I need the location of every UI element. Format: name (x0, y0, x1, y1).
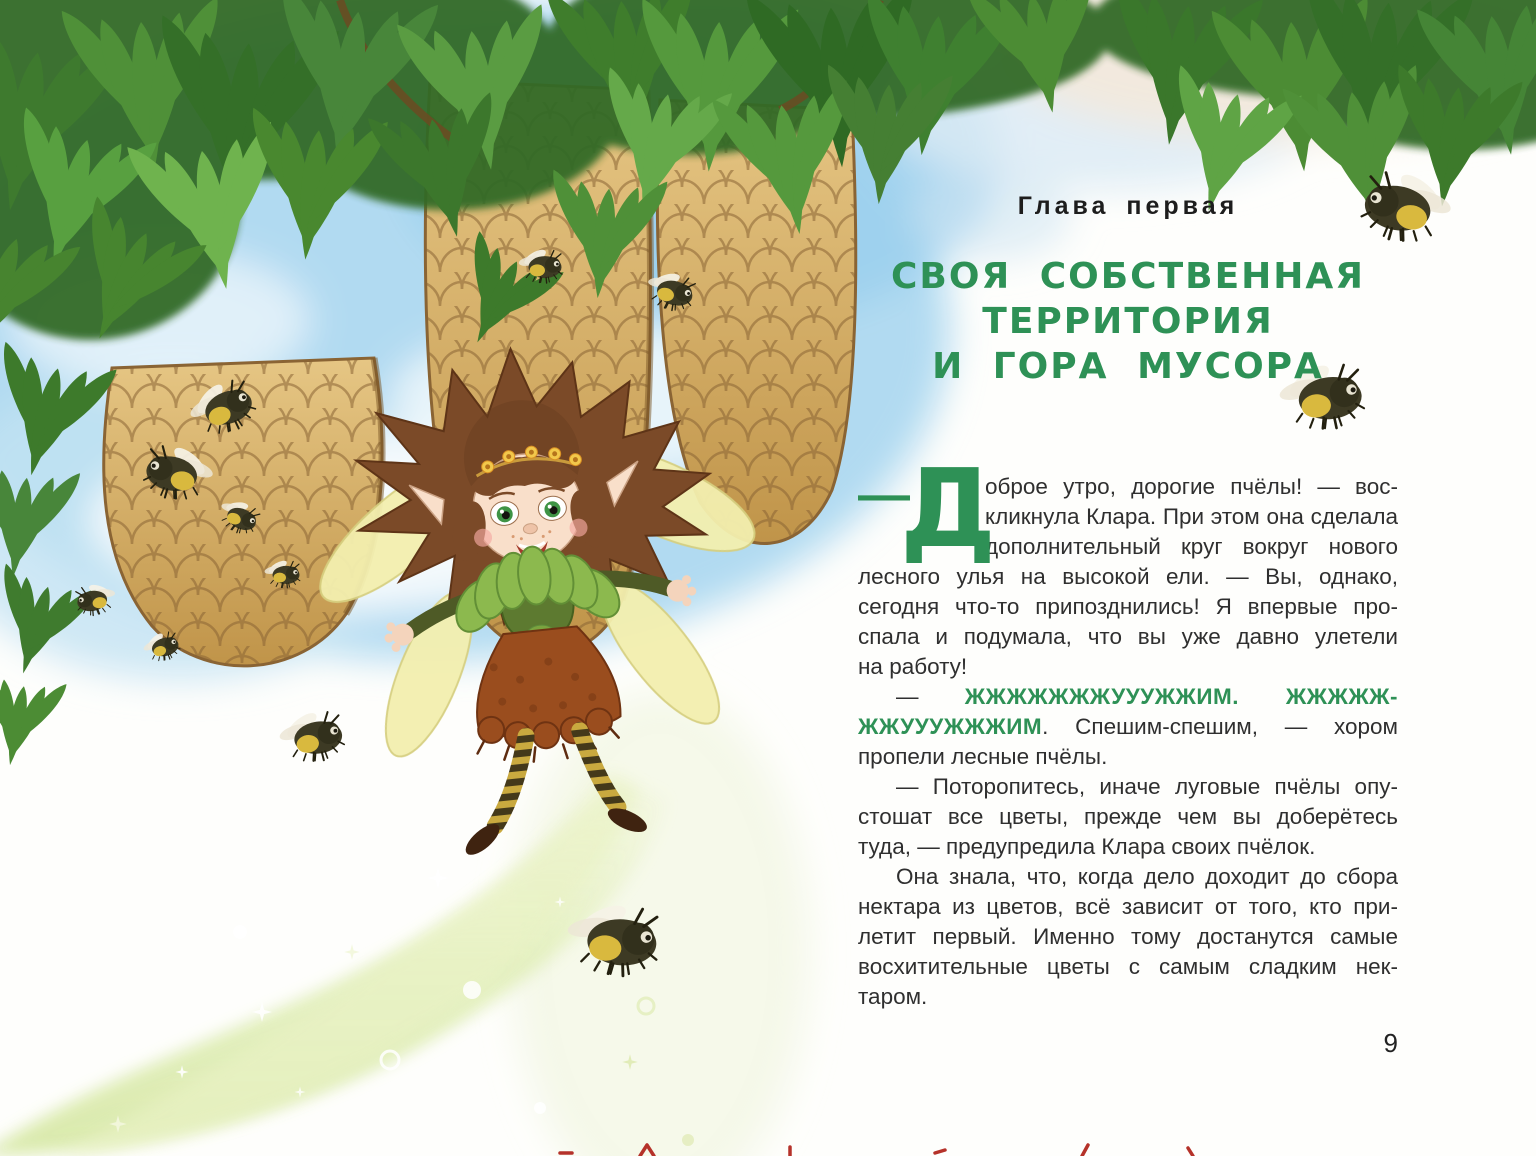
text-line: восхитительные цветы с самым сладким нек- (858, 954, 1398, 979)
chapter-title-line: ТЕРРИТОРИЯ (982, 301, 1274, 342)
text-line: летит первый. Именно тому достанутся самые (858, 924, 1398, 949)
text-line: лесного улья на высокой ели. — Вы, однако, (858, 564, 1398, 589)
drop-cap-letter: Д (900, 447, 997, 572)
text-line: Она знала, что, когда дело доходит до сбора (896, 864, 1398, 889)
text-line (858, 712, 1398, 742)
text-line: стошат все цветы, прежде чем вы доберётесь (858, 804, 1398, 829)
buzz-word: ЖЖЖЖЖЖЖУУУЖЖИМ. ЖЖЖЖЖ- (964, 684, 1398, 709)
text-line (858, 682, 1398, 712)
chapter-title (858, 254, 1398, 389)
text-line: дополнительный круг вокруг нового (985, 534, 1398, 559)
chapter-label: Глава первая (1017, 192, 1239, 220)
chapter-title-line: СВОЯ СОБСТВЕННАЯ (890, 256, 1366, 297)
dialogue-dash: — (858, 466, 910, 524)
text-line: туда, — предупредила Клара своих пчёлок. (858, 834, 1316, 859)
text-line: спала и подумала, что вы уже давно улетели (858, 624, 1398, 649)
text-segment: . Спешим-спешим, — хором (1042, 714, 1398, 739)
text-line: — Поторопитесь, иначе луговые пчёлы опу- (896, 774, 1398, 799)
bee-icon (275, 705, 346, 766)
drop-cap (858, 447, 997, 572)
text-line: кликнула Клара. При этом она сделала (985, 504, 1398, 529)
story-text (858, 447, 1398, 1012)
text-line: на работу! (858, 654, 968, 679)
text-line: оброе утро, дорогие пчёлы! — вос- (985, 474, 1398, 499)
text-line: пропели лесные пчёлы. (858, 744, 1108, 769)
chapter-title-line: И ГОРА МУСОРА (932, 346, 1324, 387)
buzz-word: ЖЖУУУЖЖЖИМ (858, 714, 1043, 739)
text-line: сегодня что-то припозднились! Я впервые про- (858, 594, 1398, 619)
text-line: нектара из цветов, всё зависит от того, кто при- (858, 894, 1398, 919)
dialogue-dash: — (896, 684, 965, 709)
text-line: таром. (858, 984, 928, 1009)
page-number: 9 (1383, 1028, 1398, 1058)
